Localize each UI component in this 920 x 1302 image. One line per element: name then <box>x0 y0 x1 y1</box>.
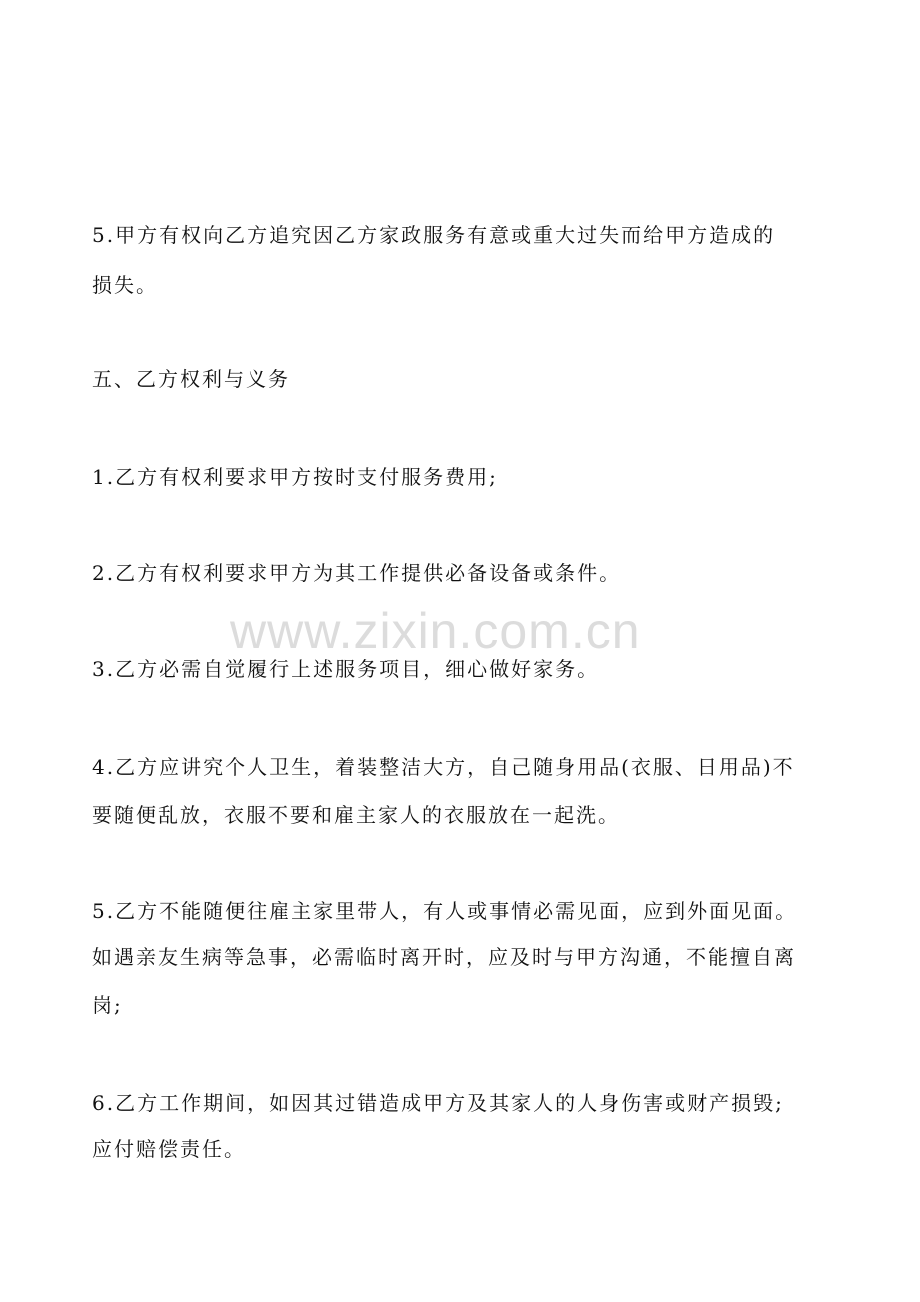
clause-b4-line-1: 4.乙方应讲究个人卫生，着装整洁大方，自己随身用品(衣服、日用品)不 <box>92 755 795 779</box>
clause-a5-line-1: 5.甲方有权向乙方追究因乙方家政服务有意或重大过失而给甲方造成的 <box>92 223 776 247</box>
clause-b3: 3.乙方必需自觉履行上述服务项目，细心做好家务。 <box>92 657 600 681</box>
clause-b6-line-2: 应付赔偿责任。 <box>92 1137 246 1161</box>
watermark: www.zixin.com.cn <box>230 603 641 659</box>
clause-b5-line-2: 如遇亲友生病等急事，必需临时离开时，应及时与甲方沟通，不能擅自离 <box>92 945 796 969</box>
clause-a5-line-2: 损失。 <box>92 273 158 297</box>
section-heading: 五、乙方权利与义务 <box>92 367 290 391</box>
clause-b5-line-3: 岗; <box>92 993 123 1017</box>
clause-b5-line-1: 5.乙方不能随便往雇主家里带人，有人或事情必需见面，应到外面见面。 <box>92 899 798 923</box>
clause-b4-line-2: 要随便乱放，衣服不要和雇主家人的衣服放在一起洗。 <box>92 803 620 827</box>
clause-b2: 2.乙方有权利要求甲方为其工作提供必备设备或条件。 <box>92 561 622 585</box>
clause-b6-line-1: 6.乙方工作期间，如因其过错造成甲方及其家人的人身伤害或财产损毁; <box>92 1091 784 1115</box>
clause-b1: 1.乙方有权利要求甲方按时支付服务费用; <box>92 465 498 489</box>
